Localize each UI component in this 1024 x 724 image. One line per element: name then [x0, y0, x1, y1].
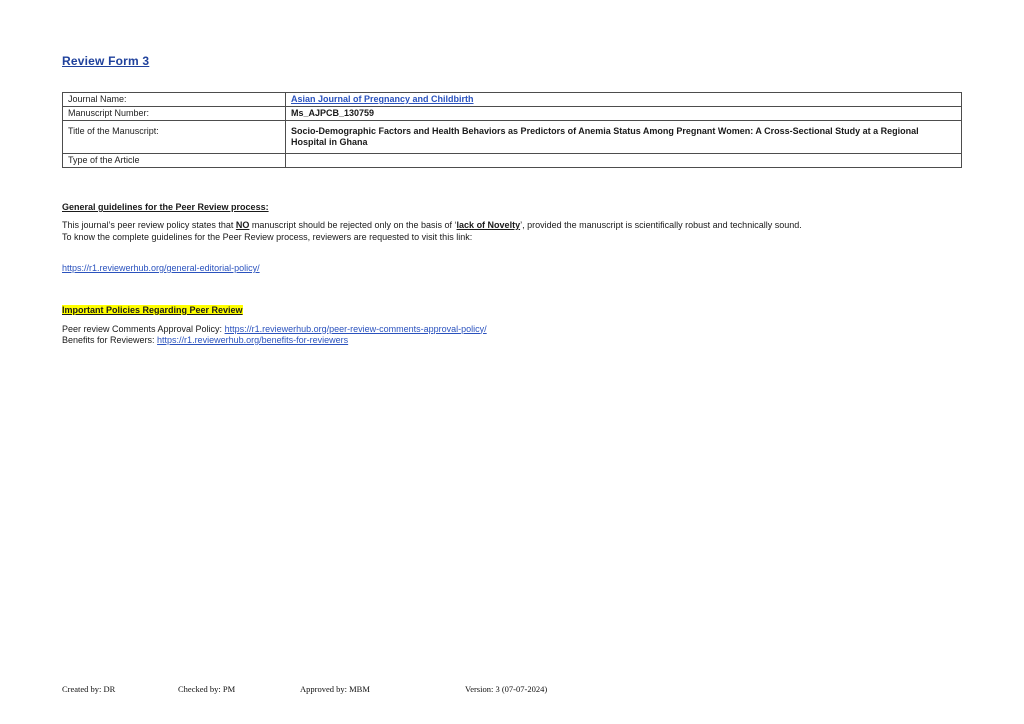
general-editorial-policy-line: [62, 263, 962, 275]
comments-approval-policy-link[interactable]: https://r1.reviewerhub.org/peer-review-comments-approval-policy/: [224, 323, 487, 334]
manuscript-number-label: Manuscript Number:: [63, 107, 286, 121]
footer-created-by: Created by: DR: [62, 684, 116, 694]
journal-name-link[interactable]: Asian Journal of Pregnancy and Childbirth: [291, 94, 474, 104]
general-editorial-policy-link[interactable]: https://r1.reviewerhub.org/general-editorial-policy/: [62, 263, 260, 273]
general-guidelines-heading: General guidelines for the Peer Review process:: [62, 202, 269, 212]
policy-text-no: NO: [235, 220, 250, 230]
page-title: Review Form 3: [62, 54, 150, 68]
footer-checked-by: Checked by: PM: [178, 684, 236, 694]
footer-version: Version: 3 (07-07-2024): [465, 684, 548, 694]
table-row-manuscript-number: [63, 107, 962, 121]
policy-text-suffix: ’, provided the manuscript is scientifically robust and technically sound.: [520, 220, 802, 230]
policy-links-block: [62, 324, 962, 347]
benefits-for-reviewers-label: Benefits for Reviewers:: [62, 335, 158, 345]
article-type-label: Type of the Article: [63, 154, 286, 168]
table-row-manuscript-title: [63, 121, 962, 154]
table-row-journal-name: [63, 93, 962, 107]
table-row-article-type: [63, 154, 962, 168]
document-footer: [62, 684, 962, 698]
important-policies-heading-wrap: [62, 305, 962, 315]
manuscript-info-table: [62, 92, 962, 168]
policy-text-line2: To know the complete guidelines for the Peer Review process, reviewers are requested to visit this link:: [62, 231, 473, 242]
footer-approved-by: Approved by: MBM: [300, 684, 370, 694]
article-type-value: [286, 154, 962, 168]
document-page: [62, 0, 962, 347]
policy-text-novelty: lack of Novelty: [456, 220, 521, 230]
policy-text-prefix: This journal’s peer review policy states that: [62, 220, 236, 230]
important-policies-heading: Important Policies Regarding Peer Review: [62, 304, 243, 315]
manuscript-title-label: Title of the Manuscript:: [63, 121, 286, 154]
manuscript-number-value: Ms_AJPCB_130759: [286, 107, 962, 121]
benefits-for-reviewers-link[interactable]: https://r1.reviewerhub.org/benefits-for-reviewers: [157, 335, 349, 345]
manuscript-title-value: Socio-Demographic Factors and Health Behaviors as Predictors of Anemia Status Among Pregnant Women: A Cross-Sectional Study at a Regional Hospital in Ghana: [286, 121, 962, 154]
comments-approval-policy-label: Peer review Comments Approval Policy:: [62, 323, 225, 334]
policy-text-mid: manuscript should be rejected only on the basis of ‘: [249, 220, 457, 230]
peer-review-policy-paragraph: [62, 220, 962, 243]
journal-name-label: Journal Name:: [63, 93, 286, 107]
